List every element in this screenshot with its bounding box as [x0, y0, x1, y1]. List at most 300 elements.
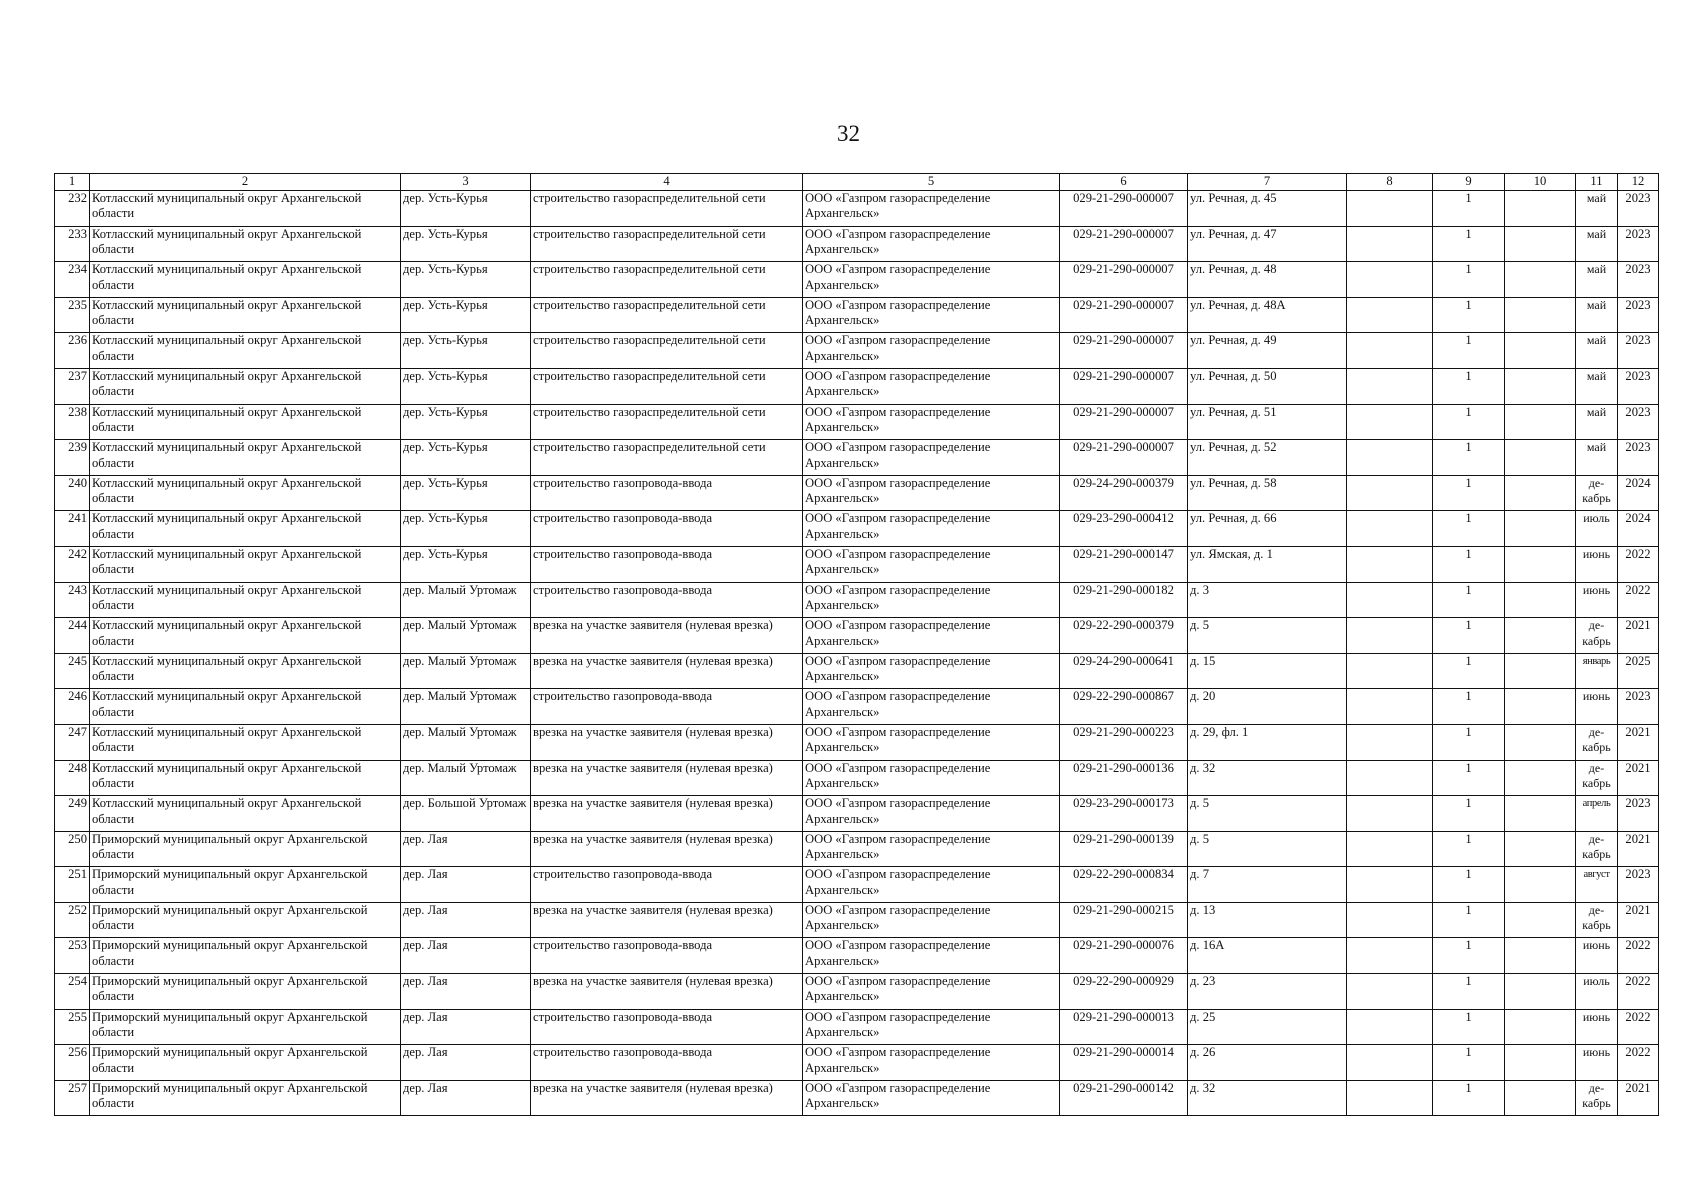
row-number: 244 — [55, 618, 90, 654]
table-row — [55, 511, 1659, 547]
year-cell: 2021 — [1618, 618, 1659, 654]
organization-cell: ООО «Газпром газораспределение Архангельск» — [803, 511, 1060, 547]
row-number: 240 — [55, 475, 90, 511]
column-8-cell — [1347, 1045, 1433, 1081]
column-header: 10 — [1505, 174, 1576, 191]
settlement-cell: дер. Усть-Курья — [401, 333, 531, 369]
work-type-cell: строительство газораспределительной сети — [531, 191, 803, 227]
quantity-cell: 1 — [1433, 333, 1505, 369]
column-header: 8 — [1347, 174, 1433, 191]
column-10-cell — [1505, 333, 1576, 369]
year-cell: 2022 — [1618, 938, 1659, 974]
district-cell: Приморский муниципальный округ Архангельской области — [90, 974, 401, 1010]
column-8-cell — [1347, 689, 1433, 725]
work-type-cell: строительство газораспределительной сети — [531, 333, 803, 369]
district-cell: Котласский муниципальный округ Архангельской области — [90, 297, 401, 333]
year-cell: 2023 — [1618, 440, 1659, 476]
settlement-cell: дер. Усть-Курья — [401, 475, 531, 511]
quantity-cell: 1 — [1433, 974, 1505, 1010]
district-cell: Приморский муниципальный округ Архангельской области — [90, 1045, 401, 1081]
table-row — [55, 191, 1659, 227]
application-code-cell: 029-22-290-000867 — [1060, 689, 1188, 725]
year-cell: 2021 — [1618, 902, 1659, 938]
address-cell: д. 20 — [1188, 689, 1347, 725]
year-cell: 2023 — [1618, 867, 1659, 903]
organization-cell: ООО «Газпром газораспределение Архангельск» — [803, 653, 1060, 689]
district-cell: Котласский муниципальный округ Архангельской области — [90, 760, 401, 796]
settlement-cell: дер. Усть-Курья — [401, 511, 531, 547]
column-10-cell — [1505, 297, 1576, 333]
quantity-cell: 1 — [1433, 297, 1505, 333]
column-8-cell — [1347, 831, 1433, 867]
column-header: 4 — [531, 174, 803, 191]
month-cell: де-кабрь — [1576, 1080, 1618, 1116]
settlement-cell: дер. Малый Уртомаж — [401, 760, 531, 796]
quantity-cell: 1 — [1433, 1009, 1505, 1045]
column-header: 1 — [55, 174, 90, 191]
row-number: 232 — [55, 191, 90, 227]
column-10-cell — [1505, 1009, 1576, 1045]
organization-cell: ООО «Газпром газораспределение Архангельск» — [803, 689, 1060, 725]
month-cell: де-кабрь — [1576, 475, 1618, 511]
column-8-cell — [1347, 724, 1433, 760]
year-cell: 2024 — [1618, 475, 1659, 511]
quantity-cell: 1 — [1433, 191, 1505, 227]
column-8-cell — [1347, 404, 1433, 440]
organization-cell: ООО «Газпром газораспределение Архангельск» — [803, 1045, 1060, 1081]
settlement-cell: дер. Усть-Курья — [401, 297, 531, 333]
quantity-cell: 1 — [1433, 1045, 1505, 1081]
column-8-cell — [1347, 867, 1433, 903]
work-type-cell: врезка на участке заявителя (нулевая врезка) — [531, 760, 803, 796]
month-cell: июнь — [1576, 1009, 1618, 1045]
column-8-cell — [1347, 226, 1433, 262]
table-row — [55, 760, 1659, 796]
organization-cell: ООО «Газпром газораспределение Архангельск» — [803, 262, 1060, 298]
organization-cell: ООО «Газпром газораспределение Архангельск» — [803, 1080, 1060, 1116]
column-10-cell — [1505, 724, 1576, 760]
month-cell: август — [1576, 867, 1618, 903]
work-type-cell: строительство газопровода-ввода — [531, 582, 803, 618]
organization-cell: ООО «Газпром газораспределение Архангельск» — [803, 333, 1060, 369]
column-10-cell — [1505, 902, 1576, 938]
year-cell: 2022 — [1618, 1009, 1659, 1045]
row-number: 250 — [55, 831, 90, 867]
work-type-cell: строительство газопровода-ввода — [531, 546, 803, 582]
row-number: 254 — [55, 974, 90, 1010]
column-10-cell — [1505, 653, 1576, 689]
address-cell: д. 32 — [1188, 760, 1347, 796]
month-cell: де-кабрь — [1576, 618, 1618, 654]
application-code-cell: 029-21-290-000139 — [1060, 831, 1188, 867]
row-number: 238 — [55, 404, 90, 440]
year-cell: 2022 — [1618, 546, 1659, 582]
application-code-cell: 029-22-290-000834 — [1060, 867, 1188, 903]
organization-cell: ООО «Газпром газораспределение Архангельск» — [803, 831, 1060, 867]
organization-cell: ООО «Газпром газораспределение Архангельск» — [803, 191, 1060, 227]
row-number: 253 — [55, 938, 90, 974]
work-type-cell: врезка на участке заявителя (нулевая врезка) — [531, 796, 803, 832]
month-cell: май — [1576, 262, 1618, 298]
address-cell: д. 15 — [1188, 653, 1347, 689]
work-type-cell: врезка на участке заявителя (нулевая врезка) — [531, 724, 803, 760]
settlement-cell: дер. Лая — [401, 974, 531, 1010]
district-cell: Котласский муниципальный округ Архангельской области — [90, 191, 401, 227]
year-cell: 2021 — [1618, 724, 1659, 760]
address-cell: ул. Речная, д. 52 — [1188, 440, 1347, 476]
settlement-cell: дер. Лая — [401, 938, 531, 974]
month-cell: июль — [1576, 511, 1618, 547]
district-cell: Приморский муниципальный округ Архангельской области — [90, 1009, 401, 1045]
column-header: 6 — [1060, 174, 1188, 191]
table-row — [55, 1045, 1659, 1081]
application-code-cell: 029-21-290-000007 — [1060, 404, 1188, 440]
year-cell: 2024 — [1618, 511, 1659, 547]
table-row — [55, 475, 1659, 511]
month-cell: де-кабрь — [1576, 831, 1618, 867]
column-10-cell — [1505, 511, 1576, 547]
work-type-cell: врезка на участке заявителя (нулевая врезка) — [531, 1080, 803, 1116]
organization-cell: ООО «Газпром газораспределение Архангельск» — [803, 1009, 1060, 1045]
application-code-cell: 029-21-290-000007 — [1060, 226, 1188, 262]
row-number: 233 — [55, 226, 90, 262]
month-cell: де-кабрь — [1576, 902, 1618, 938]
settlement-cell: дер. Лая — [401, 902, 531, 938]
month-cell: июнь — [1576, 938, 1618, 974]
table-row — [55, 689, 1659, 725]
quantity-cell: 1 — [1433, 724, 1505, 760]
district-cell: Котласский муниципальный округ Архангельской области — [90, 653, 401, 689]
row-number: 245 — [55, 653, 90, 689]
column-header: 7 — [1188, 174, 1347, 191]
quantity-cell: 1 — [1433, 796, 1505, 832]
application-code-cell: 029-21-290-000076 — [1060, 938, 1188, 974]
address-cell: ул. Речная, д. 50 — [1188, 368, 1347, 404]
table-row — [55, 618, 1659, 654]
column-8-cell — [1347, 760, 1433, 796]
year-cell: 2025 — [1618, 653, 1659, 689]
row-number: 256 — [55, 1045, 90, 1081]
column-8-cell — [1347, 796, 1433, 832]
quantity-cell: 1 — [1433, 689, 1505, 725]
quantity-cell: 1 — [1433, 1080, 1505, 1116]
table-row — [55, 333, 1659, 369]
table-row — [55, 368, 1659, 404]
application-code-cell: 029-21-290-000007 — [1060, 191, 1188, 227]
address-cell: ул. Речная, д. 45 — [1188, 191, 1347, 227]
column-10-cell — [1505, 191, 1576, 227]
application-code-cell: 029-21-290-000142 — [1060, 1080, 1188, 1116]
application-code-cell: 029-21-290-000007 — [1060, 440, 1188, 476]
quantity-cell: 1 — [1433, 440, 1505, 476]
year-cell: 2023 — [1618, 297, 1659, 333]
quantity-cell: 1 — [1433, 262, 1505, 298]
column-10-cell — [1505, 404, 1576, 440]
month-cell: де-кабрь — [1576, 760, 1618, 796]
column-10-cell — [1505, 760, 1576, 796]
district-cell: Котласский муниципальный округ Архангельской области — [90, 440, 401, 476]
month-cell: июль — [1576, 974, 1618, 1010]
year-cell: 2023 — [1618, 368, 1659, 404]
work-type-cell: строительство газопровода-ввода — [531, 1045, 803, 1081]
organization-cell: ООО «Газпром газораспределение Архангельск» — [803, 226, 1060, 262]
organization-cell: ООО «Газпром газораспределение Архангельск» — [803, 368, 1060, 404]
column-10-cell — [1505, 226, 1576, 262]
column-10-cell — [1505, 262, 1576, 298]
column-10-cell — [1505, 1045, 1576, 1081]
settlement-cell: дер. Усть-Курья — [401, 404, 531, 440]
work-type-cell: строительство газораспределительной сети — [531, 226, 803, 262]
month-cell: май — [1576, 297, 1618, 333]
quantity-cell: 1 — [1433, 831, 1505, 867]
table-row — [55, 404, 1659, 440]
address-cell: д. 23 — [1188, 974, 1347, 1010]
address-cell: д. 29, фл. 1 — [1188, 724, 1347, 760]
address-cell: д. 5 — [1188, 618, 1347, 654]
row-number: 248 — [55, 760, 90, 796]
address-cell: д. 7 — [1188, 867, 1347, 903]
work-type-cell: строительство газораспределительной сети — [531, 262, 803, 298]
column-number-header — [55, 174, 1659, 191]
settlement-cell: дер. Усть-Курья — [401, 262, 531, 298]
year-cell: 2022 — [1618, 1045, 1659, 1081]
organization-cell: ООО «Газпром газораспределение Архангельск» — [803, 440, 1060, 476]
quantity-cell: 1 — [1433, 368, 1505, 404]
district-cell: Котласский муниципальный округ Архангельской области — [90, 618, 401, 654]
application-code-cell: 029-23-290-000412 — [1060, 511, 1188, 547]
application-code-cell: 029-21-290-000007 — [1060, 368, 1188, 404]
settlement-cell: дер. Большой Уртомаж — [401, 796, 531, 832]
district-cell: Котласский муниципальный округ Архангельской области — [90, 404, 401, 440]
month-cell: июнь — [1576, 1045, 1618, 1081]
column-8-cell — [1347, 440, 1433, 476]
settlement-cell: дер. Усть-Курья — [401, 368, 531, 404]
settlement-cell: дер. Малый Уртомаж — [401, 582, 531, 618]
settlement-cell: дер. Лая — [401, 867, 531, 903]
column-header: 3 — [401, 174, 531, 191]
settlement-cell: дер. Лая — [401, 831, 531, 867]
address-cell: д. 16А — [1188, 938, 1347, 974]
district-cell: Приморский муниципальный округ Архангельской области — [90, 902, 401, 938]
quantity-cell: 1 — [1433, 938, 1505, 974]
column-10-cell — [1505, 938, 1576, 974]
year-cell: 2023 — [1618, 333, 1659, 369]
year-cell: 2022 — [1618, 582, 1659, 618]
application-code-cell: 029-21-290-000014 — [1060, 1045, 1188, 1081]
settlement-cell: дер. Усть-Курья — [401, 440, 531, 476]
row-number: 257 — [55, 1080, 90, 1116]
table-row — [55, 974, 1659, 1010]
application-code-cell: 029-22-290-000379 — [1060, 618, 1188, 654]
address-cell: д. 13 — [1188, 902, 1347, 938]
column-8-cell — [1347, 297, 1433, 333]
row-number: 242 — [55, 546, 90, 582]
table-row — [55, 724, 1659, 760]
column-header: 9 — [1433, 174, 1505, 191]
row-number: 241 — [55, 511, 90, 547]
column-header: 11 — [1576, 174, 1618, 191]
address-cell: ул. Ямская, д. 1 — [1188, 546, 1347, 582]
settlement-cell: дер. Малый Уртомаж — [401, 689, 531, 725]
month-cell: апрель — [1576, 796, 1618, 832]
month-cell: май — [1576, 226, 1618, 262]
address-cell: д. 3 — [1188, 582, 1347, 618]
organization-cell: ООО «Газпром газораспределение Архангельск» — [803, 297, 1060, 333]
month-cell: май — [1576, 404, 1618, 440]
settlement-cell: дер. Усть-Курья — [401, 191, 531, 227]
table-row — [55, 1080, 1659, 1116]
district-cell: Котласский муниципальный округ Архангельской области — [90, 796, 401, 832]
work-type-cell: строительство газораспределительной сети — [531, 297, 803, 333]
organization-cell: ООО «Газпром газораспределение Архангельск» — [803, 974, 1060, 1010]
application-code-cell: 029-21-290-000182 — [1060, 582, 1188, 618]
settlement-cell: дер. Малый Уртомаж — [401, 653, 531, 689]
table-row — [55, 297, 1659, 333]
district-cell: Котласский муниципальный округ Архангельской области — [90, 333, 401, 369]
column-8-cell — [1347, 618, 1433, 654]
organization-cell: ООО «Газпром газораспределение Архангельск» — [803, 546, 1060, 582]
district-cell: Котласский муниципальный округ Архангельской области — [90, 689, 401, 725]
work-type-cell: врезка на участке заявителя (нулевая врезка) — [531, 653, 803, 689]
column-10-cell — [1505, 831, 1576, 867]
month-cell: де-кабрь — [1576, 724, 1618, 760]
quantity-cell: 1 — [1433, 618, 1505, 654]
settlement-cell: дер. Лая — [401, 1080, 531, 1116]
organization-cell: ООО «Газпром газораспределение Архангельск» — [803, 760, 1060, 796]
district-cell: Котласский муниципальный округ Архангельской области — [90, 724, 401, 760]
column-8-cell — [1347, 511, 1433, 547]
year-cell: 2023 — [1618, 191, 1659, 227]
organization-cell: ООО «Газпром газораспределение Архангельск» — [803, 582, 1060, 618]
column-8-cell — [1347, 902, 1433, 938]
address-cell: д. 26 — [1188, 1045, 1347, 1081]
column-10-cell — [1505, 867, 1576, 903]
address-cell: ул. Речная, д. 49 — [1188, 333, 1347, 369]
quantity-cell: 1 — [1433, 546, 1505, 582]
month-cell: июнь — [1576, 689, 1618, 725]
column-header: 5 — [803, 174, 1060, 191]
month-cell: январь — [1576, 653, 1618, 689]
settlement-cell: дер. Малый Уртомаж — [401, 724, 531, 760]
column-10-cell — [1505, 368, 1576, 404]
quantity-cell: 1 — [1433, 653, 1505, 689]
table-row — [55, 262, 1659, 298]
quantity-cell: 1 — [1433, 582, 1505, 618]
address-cell: ул. Речная, д. 51 — [1188, 404, 1347, 440]
month-cell: май — [1576, 368, 1618, 404]
column-10-cell — [1505, 618, 1576, 654]
application-code-cell: 029-21-290-000007 — [1060, 333, 1188, 369]
application-code-cell: 029-21-290-000007 — [1060, 297, 1188, 333]
column-8-cell — [1347, 475, 1433, 511]
application-code-cell: 029-21-290-000007 — [1060, 262, 1188, 298]
row-number: 234 — [55, 262, 90, 298]
column-header: 12 — [1618, 174, 1659, 191]
quantity-cell: 1 — [1433, 404, 1505, 440]
application-code-cell: 029-21-290-000215 — [1060, 902, 1188, 938]
table-row — [55, 226, 1659, 262]
quantity-cell: 1 — [1433, 867, 1505, 903]
district-cell: Котласский муниципальный округ Архангельской области — [90, 546, 401, 582]
year-cell: 2021 — [1618, 760, 1659, 796]
settlement-cell: дер. Лая — [401, 1009, 531, 1045]
month-cell: май — [1576, 191, 1618, 227]
year-cell: 2023 — [1618, 404, 1659, 440]
month-cell: май — [1576, 440, 1618, 476]
table-row — [55, 867, 1659, 903]
application-code-cell: 029-23-290-000173 — [1060, 796, 1188, 832]
table-row — [55, 546, 1659, 582]
application-code-cell: 029-24-290-000641 — [1060, 653, 1188, 689]
row-number: 252 — [55, 902, 90, 938]
address-cell: д. 25 — [1188, 1009, 1347, 1045]
column-header: 2 — [90, 174, 401, 191]
quantity-cell: 1 — [1433, 226, 1505, 262]
year-cell: 2023 — [1618, 226, 1659, 262]
column-10-cell — [1505, 1080, 1576, 1116]
column-8-cell — [1347, 191, 1433, 227]
year-cell: 2023 — [1618, 796, 1659, 832]
column-8-cell — [1347, 333, 1433, 369]
district-cell: Котласский муниципальный округ Архангельской области — [90, 262, 401, 298]
organization-cell: ООО «Газпром газораспределение Архангельск» — [803, 618, 1060, 654]
organization-cell: ООО «Газпром газораспределение Архангельск» — [803, 404, 1060, 440]
column-8-cell — [1347, 1080, 1433, 1116]
row-number: 239 — [55, 440, 90, 476]
row-number: 236 — [55, 333, 90, 369]
organization-cell: ООО «Газпром газораспределение Архангельск» — [803, 867, 1060, 903]
table-row — [55, 653, 1659, 689]
district-cell: Котласский муниципальный округ Архангельской области — [90, 368, 401, 404]
row-number: 255 — [55, 1009, 90, 1045]
organization-cell: ООО «Газпром газораспределение Архангельск» — [803, 938, 1060, 974]
address-cell: ул. Речная, д. 48 — [1188, 262, 1347, 298]
work-type-cell: врезка на участке заявителя (нулевая врезка) — [531, 618, 803, 654]
column-8-cell — [1347, 582, 1433, 618]
column-10-cell — [1505, 689, 1576, 725]
table-body — [55, 191, 1659, 1116]
application-code-cell: 029-21-290-000147 — [1060, 546, 1188, 582]
month-cell: июнь — [1576, 582, 1618, 618]
row-number: 251 — [55, 867, 90, 903]
row-number: 247 — [55, 724, 90, 760]
quantity-cell: 1 — [1433, 760, 1505, 796]
column-10-cell — [1505, 475, 1576, 511]
application-code-cell: 029-21-290-000136 — [1060, 760, 1188, 796]
gas-connection-register-table — [54, 173, 1659, 1116]
year-cell: 2023 — [1618, 689, 1659, 725]
work-type-cell: строительство газопровода-ввода — [531, 1009, 803, 1045]
organization-cell: ООО «Газпром газораспределение Архангельск» — [803, 902, 1060, 938]
address-cell: д. 5 — [1188, 796, 1347, 832]
work-type-cell: строительство газопровода-ввода — [531, 938, 803, 974]
organization-cell: ООО «Газпром газораспределение Архангельск» — [803, 796, 1060, 832]
page-number: 32 — [837, 121, 860, 146]
settlement-cell: дер. Лая — [401, 1045, 531, 1081]
settlement-cell: дер. Усть-Курья — [401, 546, 531, 582]
address-cell: ул. Речная, д. 48А — [1188, 297, 1347, 333]
address-cell: д. 5 — [1188, 831, 1347, 867]
work-type-cell: строительство газораспределительной сети — [531, 368, 803, 404]
column-10-cell — [1505, 440, 1576, 476]
column-10-cell — [1505, 974, 1576, 1010]
table-row — [55, 938, 1659, 974]
district-cell: Приморский муниципальный округ Архангельской области — [90, 938, 401, 974]
quantity-cell: 1 — [1433, 475, 1505, 511]
application-code-cell: 029-22-290-000929 — [1060, 974, 1188, 1010]
year-cell: 2022 — [1618, 974, 1659, 1010]
work-type-cell: врезка на участке заявителя (нулевая врезка) — [531, 902, 803, 938]
